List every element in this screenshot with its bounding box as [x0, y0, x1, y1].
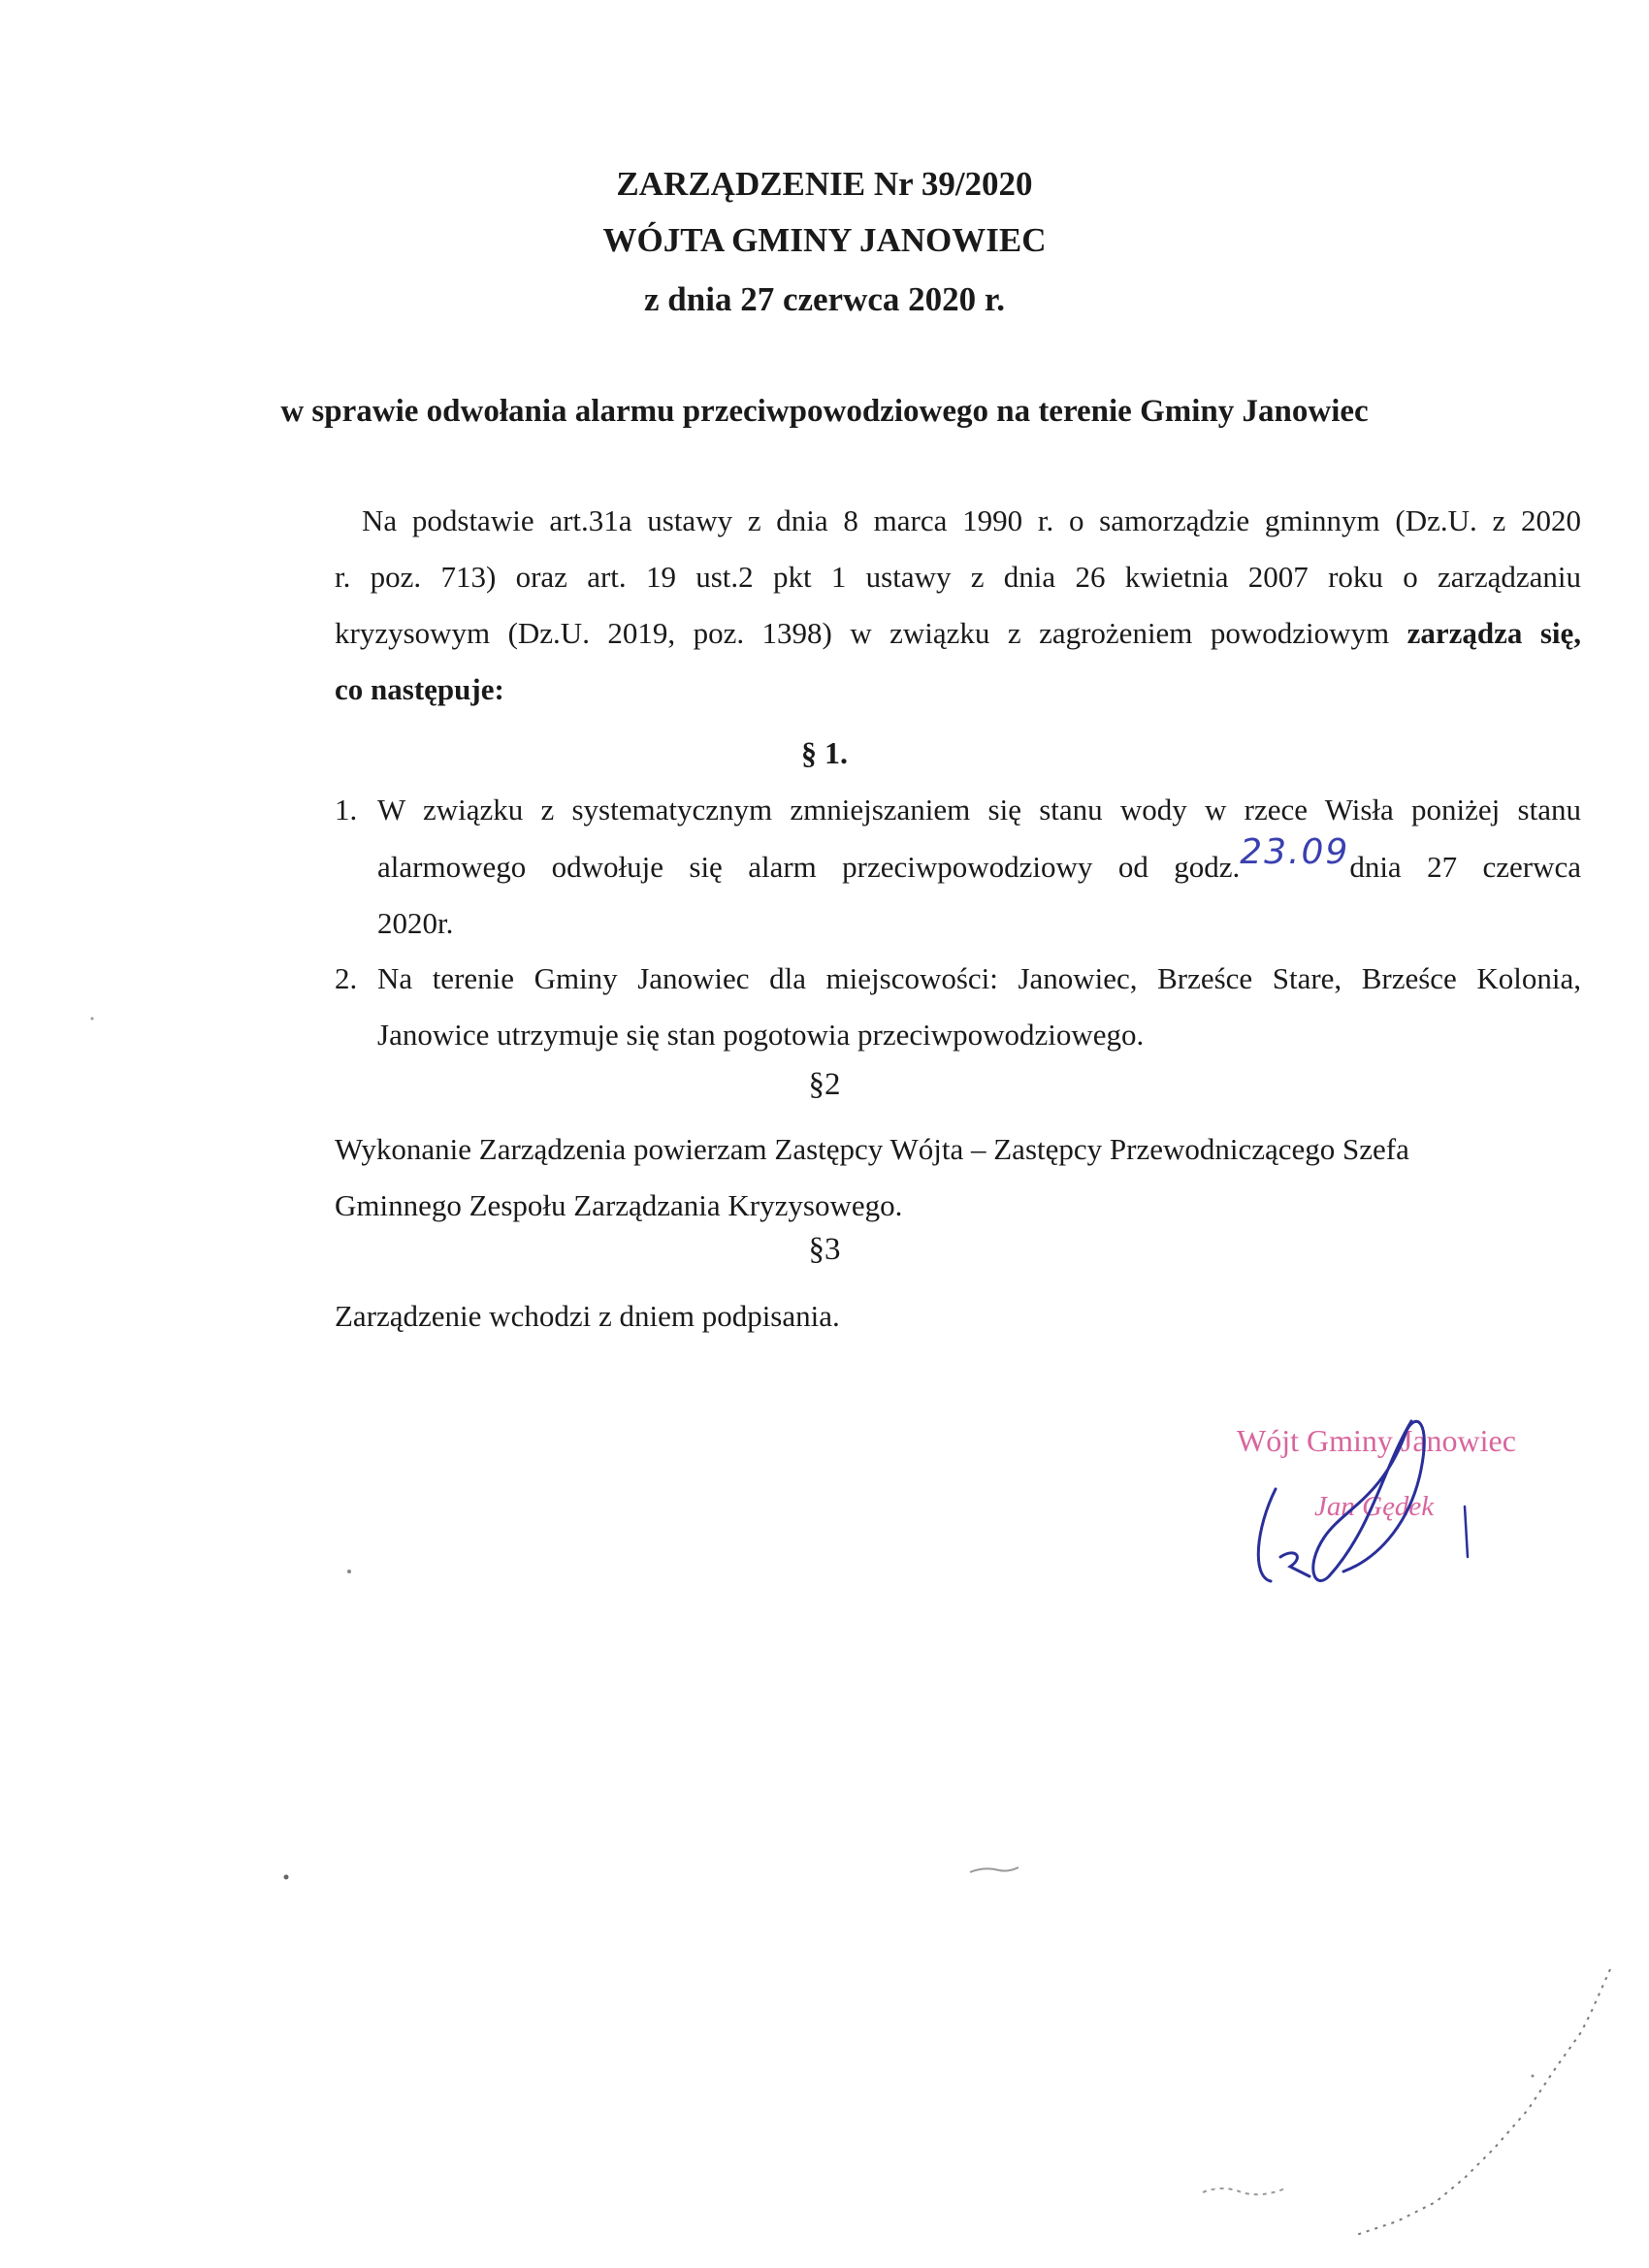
- item-number: 1.: [335, 793, 358, 826]
- section-3-heading: §3: [808, 1232, 841, 1267]
- intro-line-3-text: kryzysowym (Dz.U. 2019, poz. 1398) w związku z zagrożeniem powodziowym: [335, 616, 1390, 650]
- item-1-line-3: 2020r.: [377, 906, 454, 940]
- document-title: ZARZĄDZENIE Nr 39/2020: [616, 165, 1033, 203]
- document-subject: w sprawie odwołania alarmu przeciwpowodziowego na terenie Gminy Janowiec: [280, 394, 1369, 429]
- item-2-line-2: Janowice utrzymuje się stan pogotowia przeciwpowodziowego.: [377, 1018, 1145, 1052]
- issuing-authority: WÓJTA GMINY JANOWIEC: [602, 221, 1047, 259]
- item-number: 2.: [335, 961, 358, 995]
- intro-line-2: r. poz. 713) oraz art. 19 ust.2 pkt 1 ustawy z dnia 26 kwietnia 2007 roku o zarządzaniu: [335, 560, 1581, 594]
- section-3-paragraph: Zarządzenie wchodzi z dniem podpisania.: [335, 1299, 840, 1333]
- stamp-name: Jan Gędek: [1314, 1491, 1435, 1522]
- intro-line-4-bold: co następuje:: [335, 672, 504, 706]
- item-2-line-1: Na terenie Gminy Janowiec dla miejscowości: Janowiec, Brześce Stare, Brześce Kolonia,: [377, 961, 1581, 995]
- section-2-heading: §2: [808, 1067, 841, 1102]
- intro-line-1: Na podstawie art.31a ustawy z dnia 8 marca 1990 r. o samorządzie gminnym (Dz.U. z 2020: [362, 503, 1581, 537]
- stamp-title: Wójt Gminy Janowiec: [1237, 1423, 1516, 1458]
- handwritten-time: 23.09: [1240, 832, 1350, 872]
- section-2-line-2: Gminnego Zespołu Zarządzania Kryzysowego.: [335, 1188, 903, 1222]
- section-1-heading: § 1.: [801, 735, 848, 770]
- document-date: z dnia 27 czerwca 2020 r.: [644, 280, 1005, 318]
- item-1-line-2-after: dnia 27 czerwca: [1349, 850, 1581, 884]
- item-1-line-1: W związku z systematycznym zmniejszaniem się stanu wody w rzece Wisła poniżej stanu: [377, 793, 1581, 826]
- intro-line-3-bold: zarządza się,: [1406, 616, 1582, 650]
- item-1-line-2-before: alarmowego odwołuje się alarm przeciwpowodziowy od godz.: [377, 850, 1241, 884]
- section-2-line-1: Wykonanie Zarządzenia powierzam Zastępcy Wójta – Zastępcy Przewodniczącego Szefa: [335, 1132, 1409, 1166]
